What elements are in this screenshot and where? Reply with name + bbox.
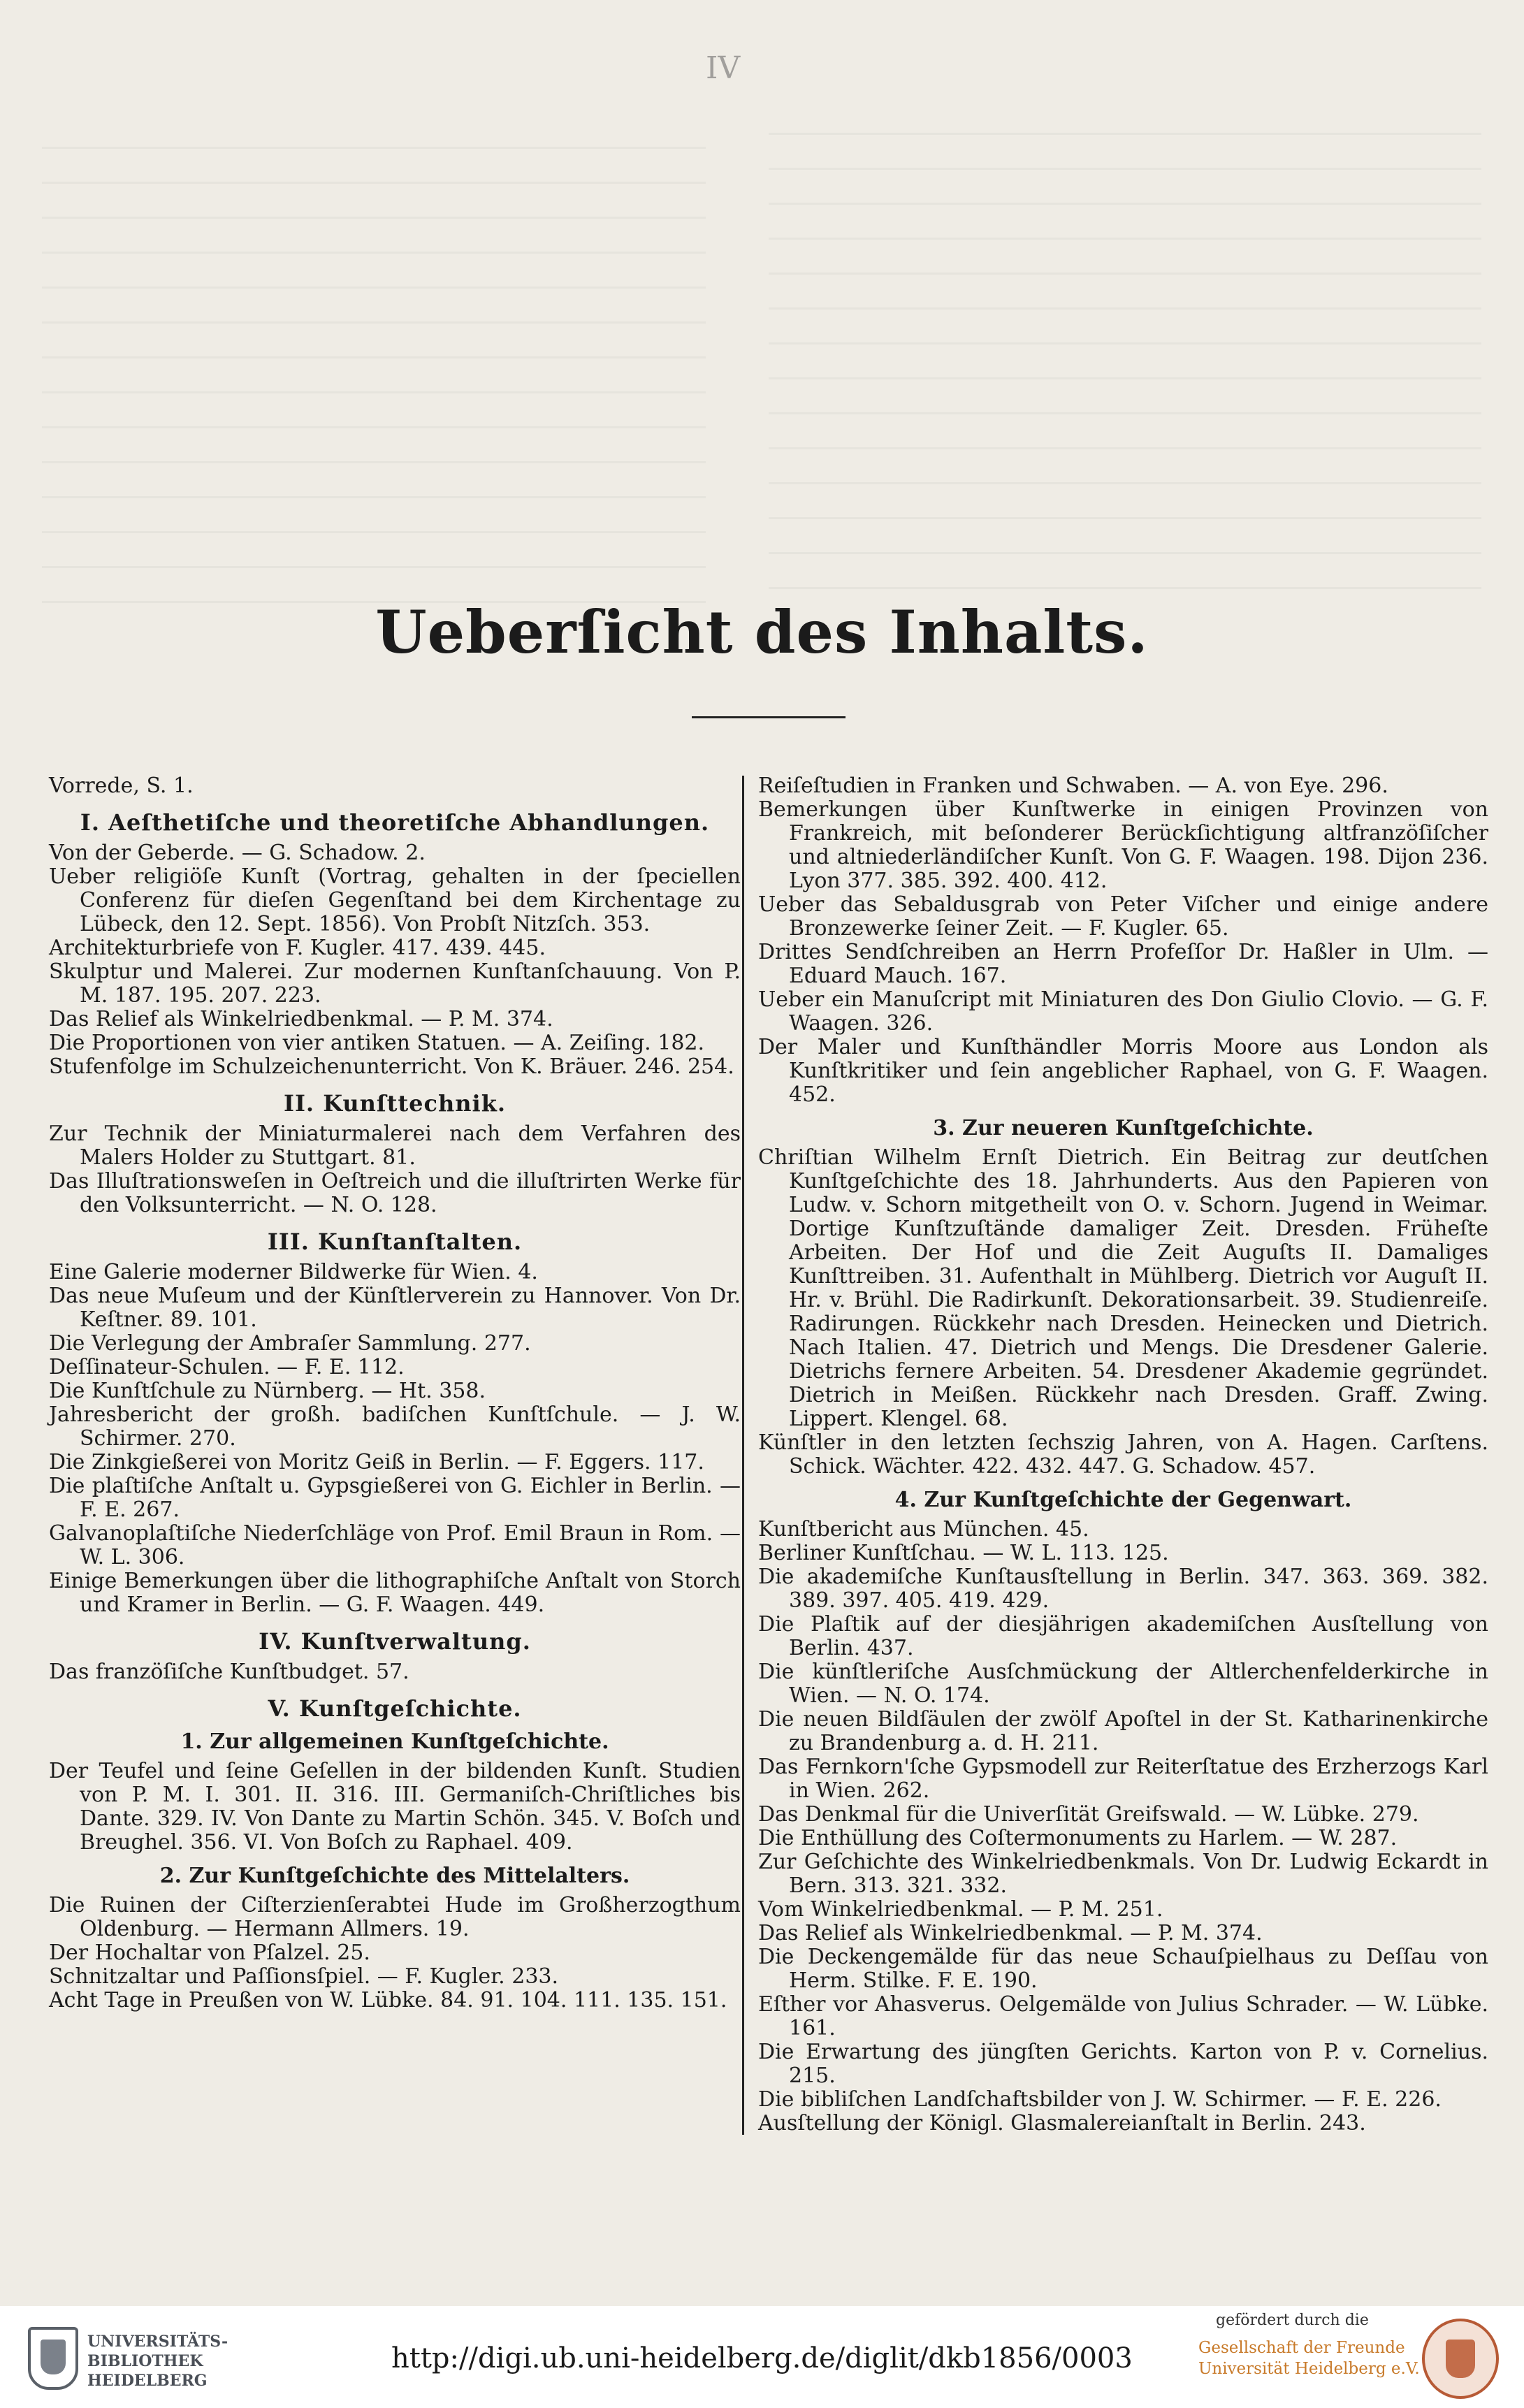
toc-entry: Ueber ein Manuſcript mit Miniaturen des Don Giulio Clovio. — G. F. Waagen. 326.	[758, 987, 1488, 1036]
toc-entry: Das Relief als Winkelriedbenkmal. — P. M. 374.	[758, 1921, 1263, 1945]
page-title: Ueberſicht des Inhalts.	[375, 597, 1149, 667]
subsection-heading: 2. Zur Kunſtgeſchichte des Mittelalters.	[159, 1864, 630, 1888]
university-seal-icon	[1422, 2319, 1499, 2399]
section-heading: II. Kunſttechnik.	[283, 1090, 507, 1117]
source-url-link[interactable]: http://digi.ub.uni-heidelberg.de/diglit/dkb1856/0003	[391, 2342, 1133, 2374]
toc-entry: Das Fernkorn'ſche Gypsmodell zur Reiterſtatue des Erzherzogs Karl in Wien. 262.	[758, 1755, 1488, 1803]
society-name-line: Gesellschaft der Freunde	[1198, 2339, 1405, 2357]
toc-entry: Kunſtbericht aus München. 45.	[758, 1517, 1089, 1542]
toc-entry: Zur Technik der Miniaturmalerei nach dem Verfahren des Malers Holder zu Stuttgart. 81.	[49, 1122, 741, 1170]
page-number: IV	[706, 50, 741, 86]
toc-entry: Das Denkmal für die Univerſität Greifswald. — W. Lübke. 279.	[758, 1802, 1419, 1827]
toc-entry: Die Deckengemälde für das neue Schauſpielhaus zu Deſſau von Herm. Stilke. F. E. 190.	[758, 1945, 1488, 1993]
library-name-line: UNIVERSITÄTS-	[87, 2333, 228, 2351]
title-rule	[692, 716, 846, 718]
society-name-line: Universität Heidelberg e.V.	[1198, 2360, 1420, 2378]
toc-entry: Ueber das Sebaldusgrab von Peter Viſcher und einige andere Bronzewerke ſeiner Zeit. — F. Kugler. 65.	[758, 892, 1488, 941]
toc-entry: Das franzöſiſche Kunſtbudget. 57.	[49, 1660, 409, 1684]
subsection-heading: 1. Zur allgemeinen Kunſtgeſchichte.	[180, 1729, 609, 1754]
toc-entry: Berliner Kunſtſchau. — W. L. 113. 125.	[758, 1541, 1169, 1565]
toc-entry: Die Enthüllung des Coſtermonuments zu Harlem. — W. 287.	[758, 1826, 1398, 1850]
toc-entry: Eſther vor Ahasverus. Oelgemälde von Julius Schrader. — W. Lübke. 161.	[758, 1992, 1488, 2040]
toc-entry: Der Maler und Kunſthändler Morris Moore aus London als Kunſtkritiker und ſein angeblicher Raphael, von G. F. Waagen. 452.	[758, 1035, 1488, 1107]
toc-entry: Reiſeſtudien in Franken und Schwaben. — A. von Eye. 296.	[758, 774, 1388, 798]
toc-entry: Stufenfolge im Schulzeichenunterricht. Von K. Bräuer. 246. 254.	[49, 1054, 734, 1079]
toc-entry: Deſſinateur-Schulen. — F. E. 112.	[49, 1355, 405, 1379]
toc-entry: Das Relief als Winkelriedbenkmal. — P. M. 374.	[49, 1007, 553, 1031]
toc-entry: Drittes Sendſchreiben an Herrn Profeſſor Dr. Haßler in Ulm. — Eduard Mauch. 167.	[758, 940, 1488, 988]
toc-entry: Der Teufel und ſeine Geſellen in der bildenden Kunſt. Studien von P. M. I. 301. II. 316. III. Germaniſch-Chriſtliches bis Dante. 329. IV. Von Dante zu Martin Schön. 345. V. Boſch und Breughel. 356. VI. Von Boſch zu Raphael. 409.	[49, 1759, 741, 1855]
section-heading: IV. Kunſtverwaltung.	[259, 1628, 531, 1655]
toc-entry: Jahresbericht der großh. badiſchen Kunſtſchule. — J. W. Schirmer. 270.	[49, 1402, 741, 1451]
toc-entry: Von der Geberde. — G. Schadow. 2.	[49, 841, 426, 865]
toc-entry: Zur Geſchichte des Winkelriedbenkmals. Von Dr. Ludwig Eckardt in Bern. 313. 321. 332.	[758, 1850, 1488, 1898]
column-divider	[742, 776, 744, 2135]
toc-entry: Das neue Muſeum und der Künſtlerverein zu Hannover. Von Dr. Keſtner. 89. 101.	[49, 1284, 741, 1332]
toc-entry: Die Plaſtik auf der diesjährigen akademiſchen Ausſtellung von Berlin. 437.	[758, 1612, 1488, 1660]
society-name	[1198, 2337, 1429, 2379]
section-heading: III. Kunſtanſtalten.	[267, 1228, 523, 1255]
toc-entry: Die künſtleriſche Ausſchmückung der Altlerchenfelderkirche in Wien. — N. O. 174.	[758, 1660, 1488, 1708]
library-crest-icon	[28, 2327, 78, 2390]
section-heading: I. Aeſthetiſche und theoretiſche Abhandlungen.	[80, 809, 710, 836]
toc-entry: Schnitzaltar und Paſſionsſpiel. — F. Kugler. 233.	[49, 1964, 559, 1989]
toc-entry: Die Verlegung der Ambraſer Sammlung. 277.	[49, 1331, 531, 1356]
funded-by-label: gefördert durch die	[1216, 2312, 1369, 2329]
toc-entry: Die Erwartung des jüngſten Gerichts. Karton von P. v. Cornelius. 215.	[758, 2040, 1488, 2088]
toc-entry: Galvanoplaſtiſche Niederſchläge von Prof. Emil Braun in Rom. — W. L. 306.	[49, 1521, 741, 1569]
toc-entry: Ueber religiöſe Kunſt (Vortrag, gehalten in der ſpeciellen Conferenz für dieſen Gegenſtand bei dem Kirchentage zu Lübeck, den 12. Sept. 1856). Von Probſt Nitzſch. 353.	[49, 864, 741, 936]
toc-entry: Das Illuſtrationsweſen in Oeſtreich und die illuſtrirten Werke für den Volksunterricht. — N. O. 128.	[49, 1169, 741, 1217]
toc-entry: Die Ruinen der Ciſterzienſerabtei Hude im Großherzogthum Oldenburg. — Hermann Allmers. 19.	[49, 1893, 741, 1941]
toc-entry: Die Zinkgießerei von Moritz Geiß in Berlin. — F. Eggers. 117.	[49, 1450, 704, 1474]
toc-entry: Der Hochaltar von Pſalzel. 25.	[49, 1941, 370, 1965]
toc-entry: Die bibliſchen Landſchaftsbilder von J. W. Schirmer. — F. E. 226.	[758, 2087, 1442, 2112]
toc-entry: Die Proportionen von vier antiken Statuen. — A. Zeiſing. 182.	[49, 1031, 705, 1055]
toc-entry: Künſtler in den letzten ſechszig Jahren, von A. Hagen. Carſtens. Schick. Wächter. 422. 432. 447. G. Schadow. 457.	[758, 1430, 1488, 1479]
subsection-heading: 4. Zur Kunſtgeſchichte der Gegenwart.	[894, 1488, 1352, 1512]
toc-entry: Die neuen Bildſäulen der zwölf Apoſtel in der St. Katharinenkirche zu Brandenburg a. d. H. 211.	[758, 1707, 1488, 1755]
toc-entry: Die Kunſtſchule zu Nürnberg. — Ht. 358.	[49, 1379, 486, 1403]
toc-entry: Die akademiſche Kunſtausſtellung in Berlin. 347. 363. 369. 382. 389. 397. 405. 419. 429.	[758, 1565, 1488, 1613]
toc-entry: Skulptur und Malerei. Zur modernen Kunſtanſchauung. Von P. M. 187. 195. 207. 223.	[49, 959, 741, 1008]
right-column	[758, 774, 1488, 2135]
toc-entry: Einige Bemerkungen über die lithographiſche Anſtalt von Storch und Kramer in Berlin. — G. F. Waagen. 449.	[49, 1569, 741, 1617]
toc-entry: Chriſtian Wilhelm Ernſt Dietrich. Ein Beitrag zur deutſchen Kunſtgeſchichte des 18. Jahrhunderts. Aus den Papieren von Ludw. v. Schorn mitgetheilt von O. v. Schorn. Jugend in Weimar. Dortige Kunſtzuſtände damaliger Zeit. Dresden. Früheſte Arbeiten. Der Hof und die Zeit Auguſts II. Damaliges Kunſttreiben. 31. Aufenthalt in Mühlberg. Dietrich vor Auguſt II. Hr. v. Brühl. Die Radirkunſt. Dekorationsarbeit. 39. Studienreiſe. Radirungen. Rückkehr nach Dresden. Heinecken und Dietrich. Nach Italien. 47. Dietrich und Mengs. Die Dresdener Galerie. Dietrichs fernere Arbeiten. 54. Dresdener Akademie gegründet. Dietrich in Meißen. Rückkehr nach Dresden. Graff. Zwing. Lippert. Klengel. 68.	[758, 1145, 1488, 1431]
section-heading: V. Kunſtgeſchichte.	[268, 1695, 522, 1722]
toc-entry: Ausſtellung der Königl. Glasmalereianſtalt in Berlin. 243.	[758, 2111, 1366, 2135]
toc-entry: Architekturbriefe von F. Kugler. 417. 439. 445.	[49, 936, 546, 960]
library-name	[87, 2332, 227, 2391]
left-column	[49, 774, 741, 2012]
library-name-line: BIBLIOTHEK	[87, 2352, 203, 2370]
toc-entry: Die plaſtiſche Anſtalt u. Gypsgießerei von G. Eichler in Berlin. — F. E. 267.	[49, 1474, 741, 1522]
library-name-line: HEIDELBERG	[87, 2372, 208, 2390]
bleed-through-decoration	[42, 126, 706, 615]
toc-entry: Vorrede, S. 1.	[49, 774, 194, 798]
toc-entry: Bemerkungen über Kunſtwerke in einigen Provinzen von Frankreich, mit beſonderer Berückſichtigung altfranzöſiſcher und altniederländiſcher Kunſt. Von G. F. Waagen. 198. Dijon 236. Lyon 377. 385. 392. 400. 412.	[758, 797, 1488, 893]
toc-entry: Vom Winkelriedbenkmal. — P. M. 251.	[758, 1897, 1163, 1922]
toc-entry: Acht Tage in Preußen von W. Lübke. 84. 91. 104. 111. 135. 151.	[49, 1988, 727, 2012]
subsection-heading: 3. Zur neueren Kunſtgeſchichte.	[933, 1116, 1314, 1140]
bleed-through-decoration-right	[769, 112, 1481, 601]
toc-entry: Eine Galerie moderner Bildwerke für Wien. 4.	[49, 1260, 538, 1284]
